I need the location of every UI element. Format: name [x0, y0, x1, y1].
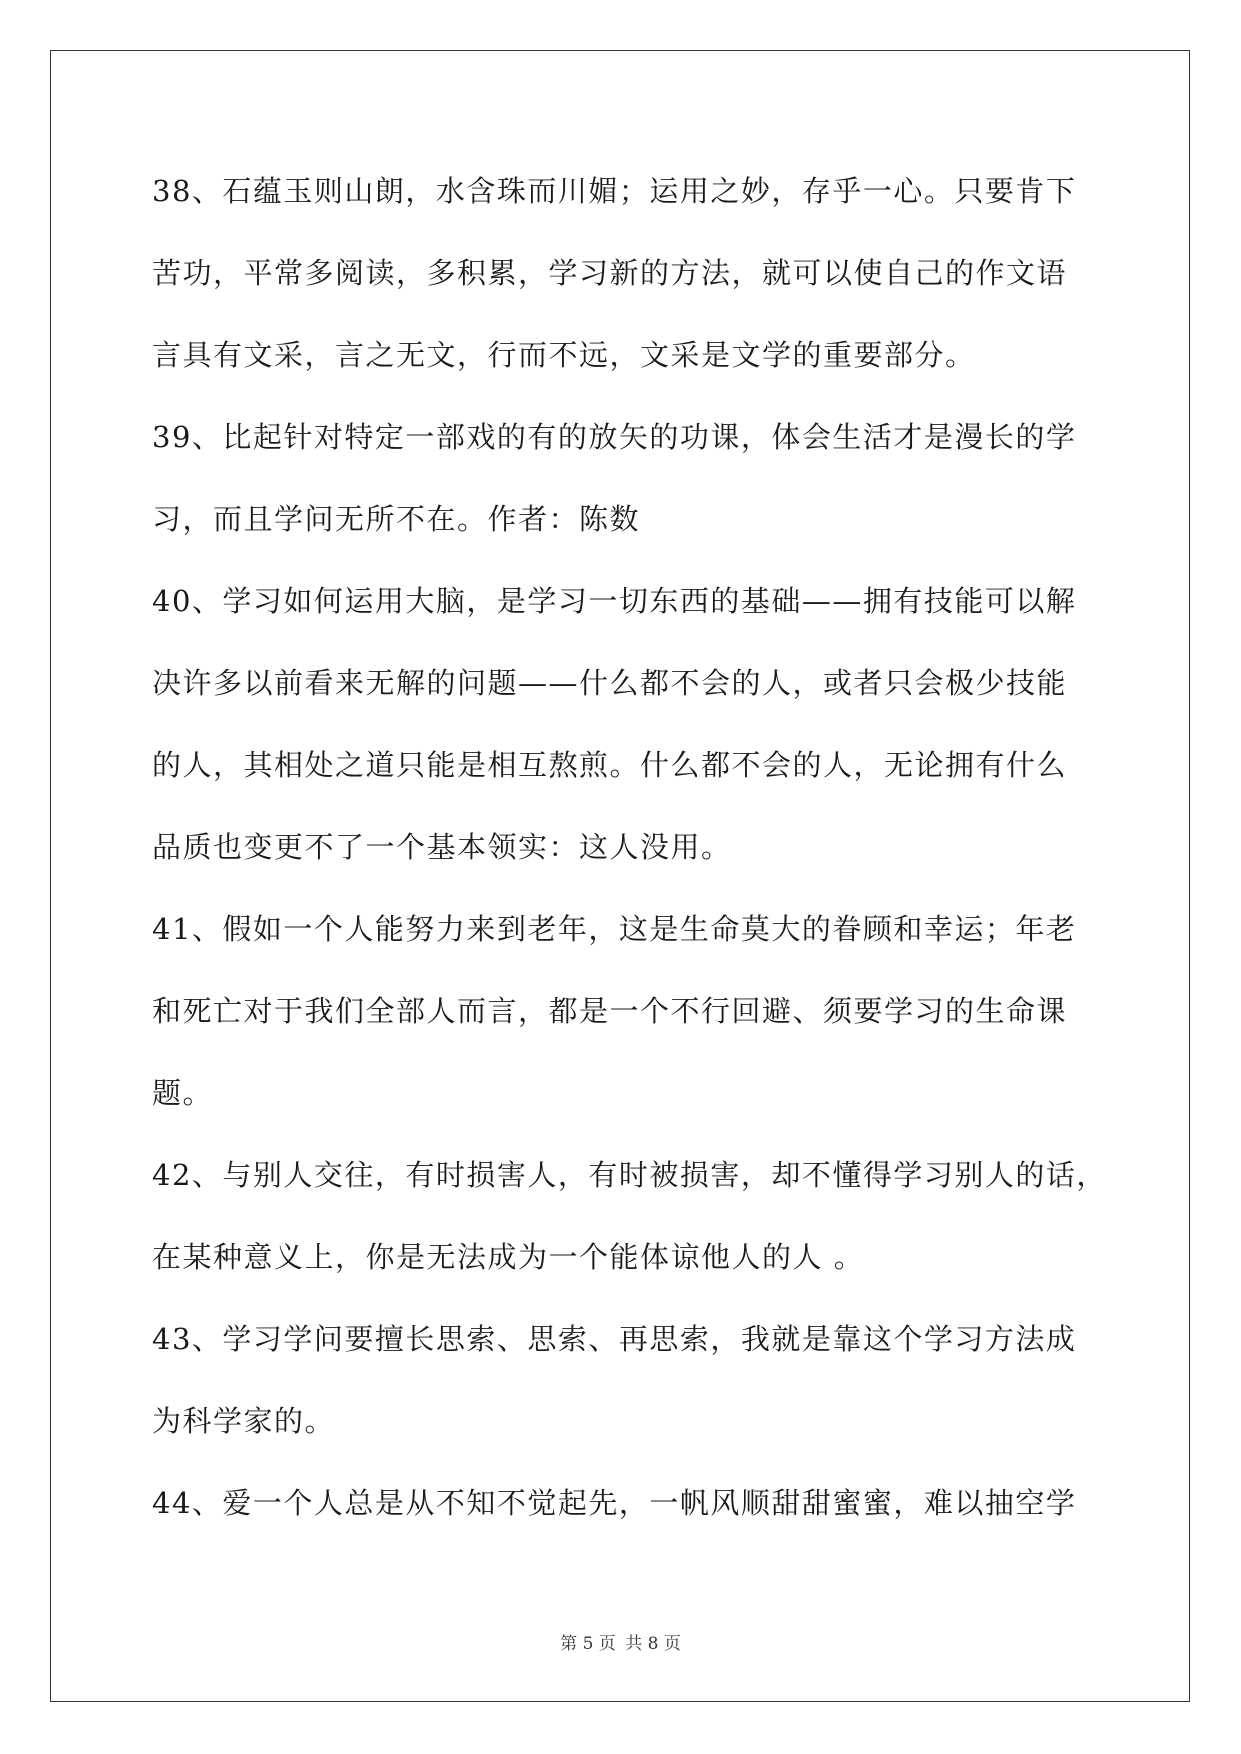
- text-line: 习，而且学问无所不在。作者：陈数: [152, 502, 641, 536]
- text-line: 和死亡对于我们全部人而言，都是一个不行回避、须要学习的生命课: [152, 994, 1068, 1028]
- page-total: 共 8 页: [625, 1634, 681, 1654]
- text-line: 言具有文采，言之无文，行而不远，文采是文学的重要部分。: [152, 338, 976, 372]
- text-line: 44、爱一个人总是从不知不觉起先，一帆风顺甜甜蜜蜜，难以抽空学: [152, 1486, 1077, 1520]
- text-line: 在某种意义上，你是无法成为一个能体谅他人的人 。: [152, 1240, 865, 1274]
- text-line: 苦功，平常多阅读，多积累，学习新的方法，就可以使自己的作文语: [152, 256, 1068, 290]
- text-line: 42、与别人交往，有时损害人，有时被损害，却不懂得学习别人的话，: [152, 1158, 1107, 1192]
- text-line: 40、学习如何运用大脑，是学习一切东西的基础——拥有技能可以解: [152, 584, 1077, 618]
- page-number: 第 5 页: [560, 1634, 616, 1654]
- document-body: [152, 156, 1107, 1550]
- text-line: 题。: [152, 1076, 214, 1110]
- page-footer: [0, 1629, 1241, 1654]
- text-line: 38、石蕴玉则山朗，水含珠而川媚；运用之妙，存乎一心。只要肯下: [152, 174, 1077, 208]
- text-line: 决许多以前看来无解的问题——什么都不会的人，或者只会极少技能: [152, 666, 1068, 700]
- text-line: 品质也变更不了一个基本领实：这人没用。: [152, 830, 732, 864]
- text-line: 的人，其相处之道只能是相互熬煎。什么都不会的人，无论拥有什么: [152, 748, 1068, 782]
- text-line: 43、学习学问要擅长思索、思索、再思索，我就是靠这个学习方法成: [152, 1322, 1077, 1356]
- text-line: 39、比起针对特定一部戏的有的放矢的功课，体会生活才是漫长的学: [152, 420, 1077, 454]
- text-line: 为科学家的。: [152, 1404, 336, 1438]
- text-line: 41、假如一个人能努力来到老年，这是生命莫大的眷顾和幸运；年老: [152, 912, 1077, 946]
